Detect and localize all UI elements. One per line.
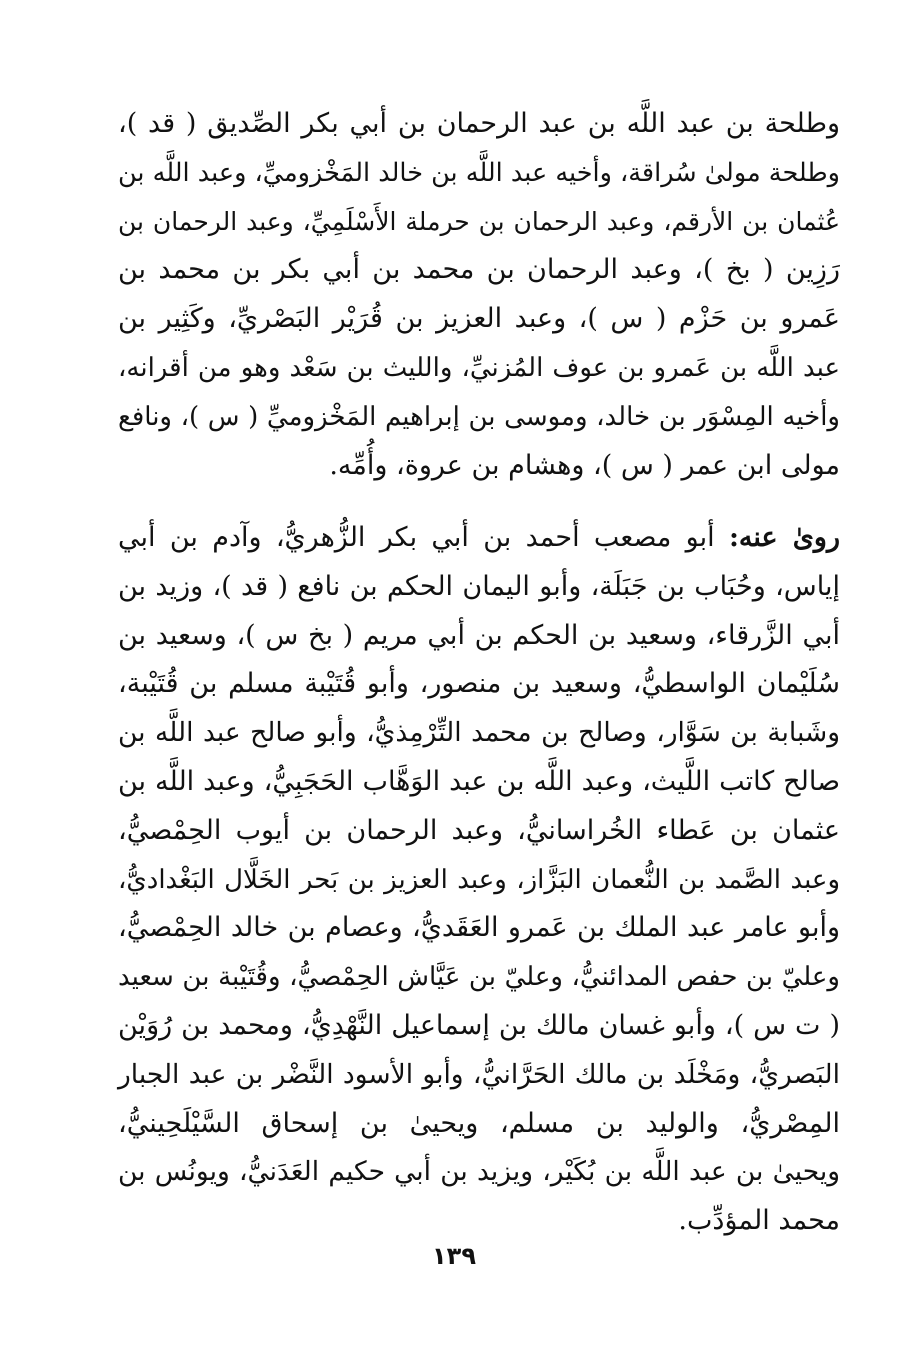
text-line: وعليّ بن حفص المدائنيُّ، وعليّ بن عَيَّاش الحِمْصيُّ، وقُتَيْبة بن سعيد [118, 962, 840, 993]
text-line: رَزِين ( بخ )، وعبد الرحمان بن محمد بن أبي بكر بن محمد بن [118, 254, 840, 286]
paragraph-students [118, 514, 840, 1246]
text-line: عبد اللَّه بن عَمرو بن عوف المُزنيِّ، والليث بن سَعْد وهو من أقرانه، [118, 352, 840, 383]
text-line: البَصريُّ، ومَخْلَد بن مالك الحَرَّانيُّ، وأبو الأسود النَّضْر بن عبد الجبار [118, 1058, 840, 1090]
text-line: عثمان بن عَطاء الخُراسانيُّ، وعبد الرحمان بن أيوب الحِمْصيُّ، [118, 814, 840, 846]
text-line: إياس، وحُبَاب بن جَبَلَة، وأبو اليمان الحكم بن نافع ( قد )، وزيد بن [118, 570, 840, 602]
text-line: محمد المؤدِّب. [678, 1205, 840, 1237]
text-line-first [118, 514, 840, 563]
text-line: وعبد الصَّمد بن النُّعمان البَزَّاز، وعبد العزيز بن بَحر الخَلَّال البَغْداديُّ، [118, 864, 840, 895]
text-line: ( ت س )، وأبو غسان مالك بن إسماعيل النَّهْدِيُّ، ومحمد بن رُوَيْن [118, 1009, 840, 1041]
text-line: وشَبابة بن سَوَّار، وصالح بن محمد التِّرْمِذيُّ، وأبو صالح عبد اللَّه بن [118, 717, 840, 749]
text-line: عَمرو بن حَزْم ( س )، وعبد العزيز بن قُرَيْر البَصْريِّ، وكَثِير بن [118, 303, 840, 335]
narrated-by-heading: روىٰ عنه: [728, 522, 841, 553]
text-line: وطلحة بن عبد اللَّه بن عبد الرحمان بن أبي بكر الصِّديق ( قد )، [118, 108, 840, 139]
text-line: سُلَيْمان الواسطيُّ، وسعيد بن منصور، وأبو قُتَيْبة مسلم بن قُتَيْبة، [118, 668, 840, 700]
text-line: ويحيىٰ بن عبد اللَّه بن بُكَيْر، ويزيد بن أبي حكيم العَدَنيُّ، ويونُس بن [118, 1156, 840, 1188]
text-line: المِصْريُّ، والوليد بن مسلم، ويحيىٰ بن إسحاق السَّيْلَحِينيُّ، [118, 1107, 840, 1139]
text-line: صالح كاتب اللَّيث، وعبد اللَّه بن عبد الوَهَّاب الحَجَبِيُّ، وعبد اللَّه بن [118, 765, 840, 797]
page-number: ١٣٩ [432, 1242, 476, 1270]
text-line: أبي الزَّرقاء، وسعيد بن الحكم بن أبي مريم ( بخ س )، وسعيد بن [118, 619, 840, 651]
text-line: وطلحة مولىٰ سُراقة، وأخيه عبد اللَّه بن خالد المَخْزوميِّ، وعبد اللَّه بن [118, 157, 840, 188]
text-line: وأخيه المِسْوَر بن خالد، وموسى بن إبراهيم المَخْزوميِّ ( س )، ونافع [118, 401, 840, 432]
text-line: عُثمان بن الأرقم، وعبد الرحمان بن حرملة الأَسْلَمِيِّ، وعبد الرحمان بن [118, 206, 840, 236]
text-line: مولى ابن عمر ( س )، وهشام بن عروة، وأُمِّه. [329, 449, 840, 481]
paragraph-teachers [118, 100, 840, 490]
text-line-rest: أبو مصعب أحمد بن أبي بكر الزُّهريُّ، وآدم بن أبي [118, 522, 729, 553]
text-line: وأبو عامر عبد الملك بن عَمرو العَقَديُّ، وعصام بن خالد الحِمْصيُّ، [118, 912, 840, 944]
